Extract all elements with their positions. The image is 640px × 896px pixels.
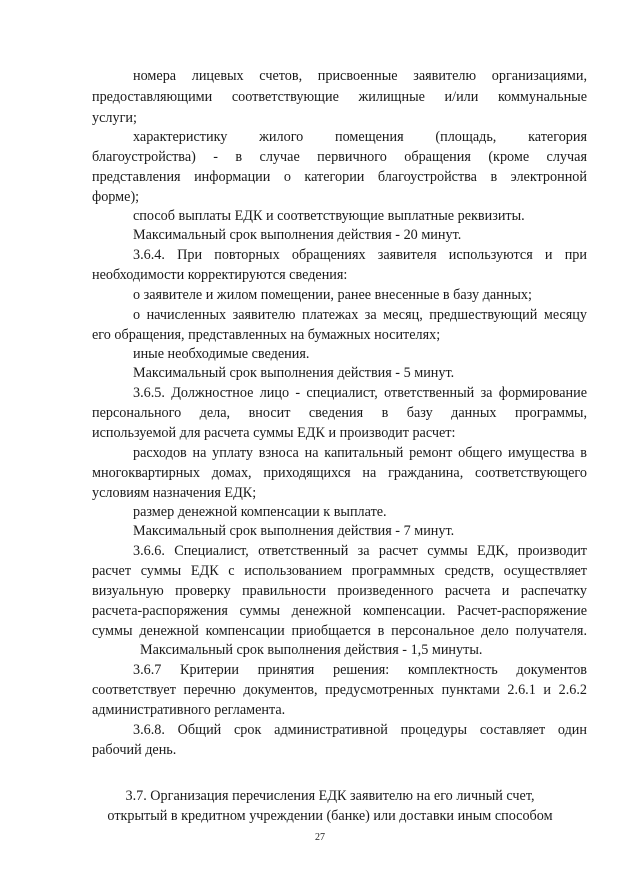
- text-line: суммы денежной компенсации приобщается в персональное дело получателя.: [92, 623, 587, 639]
- text-line: форме);: [92, 189, 140, 205]
- section-heading-line: открытый в кредитном учреждении (банке) или доставки иным способом: [107, 808, 553, 824]
- text-line: его обращения, представленных на бумажных носителях;: [92, 327, 441, 343]
- text-line: характеристику жилого помещения (площадь, категория: [133, 129, 587, 145]
- text-line: 3.6.6. Специалист, ответственный за расчет суммы ЕДК, производит: [133, 543, 587, 559]
- text-line: расходов на уплату взноса на капитальный ремонт общего имущества в: [133, 445, 587, 461]
- page-number: 27: [315, 832, 325, 843]
- text-line: расчет суммы ЕДК с использованием программных средств, осуществляет: [92, 563, 587, 579]
- text-line: многоквартирных домах, приходящихся на гражданина, соответствующего: [92, 465, 587, 481]
- text-line: благоустройства) - в случае первичного обращения (кроме случая: [92, 149, 587, 165]
- text-line: о начисленных заявителю платежах за месяц, предшествующий месяцу: [133, 307, 587, 323]
- text-line: административного регламента.: [92, 702, 286, 718]
- text-line: 3.6.7 Критерии принятия решения: комплектность документов: [133, 662, 587, 678]
- text-line: 3.6.5. Должностное лицо - специалист, ответственный за формирование: [133, 385, 587, 401]
- text-line: Максимальный срок выполнения действия - 20 минут.: [133, 227, 462, 243]
- text-line: персонального дела, вносит сведения в базу данных программы,: [92, 405, 587, 421]
- text-line: визуальную проверку правильности произведенного расчета и распечатку: [92, 583, 587, 599]
- text-line: соответствует перечню документов, предусмотренных пунктами 2.6.1 и 2.6.2: [92, 682, 587, 698]
- text-line: Максимальный срок выполнения действия - 1,5 минуты.: [140, 642, 483, 658]
- text-line: условиям назначения ЕДК;: [92, 485, 257, 501]
- text-line: Максимальный срок выполнения действия - 7 минут.: [133, 523, 455, 539]
- text-line: 3.6.8. Общий срок административной процедуры составляет один: [133, 722, 587, 738]
- text-line: Максимальный срок выполнения действия - 5 минут.: [133, 365, 455, 381]
- text-line: представления информации о категории благоустройства в электронной: [92, 169, 587, 185]
- text-line: используемой для расчета суммы ЕДК и производит расчет:: [92, 425, 456, 441]
- text-line: расчета-распоряжения суммы денежной компенсации. Расчет-распоряжение: [92, 603, 587, 619]
- text-line: необходимости корректируются сведения:: [92, 267, 348, 283]
- text-line: услуги;: [92, 110, 137, 126]
- text-line: иные необходимые сведения.: [133, 346, 310, 362]
- text-line: предоставляющими соответствующие жилищные и/или коммунальные: [92, 89, 587, 105]
- text-line: рабочий день.: [92, 742, 177, 758]
- text-line: о заявителе и жилом помещении, ранее внесенные в базу данных;: [133, 287, 532, 303]
- text-line: размер денежной компенсации к выплате.: [133, 504, 387, 520]
- text-line: способ выплаты ЕДК и соответствующие выплатные реквизиты.: [133, 208, 525, 224]
- section-heading-line: 3.7. Организация перечисления ЕДК заявителю на его личный счет,: [125, 788, 535, 804]
- text-line: 3.6.4. При повторных обращениях заявителя используются и при: [133, 247, 587, 263]
- text-line: номера лицевых счетов, присвоенные заявителю организациями,: [133, 68, 587, 84]
